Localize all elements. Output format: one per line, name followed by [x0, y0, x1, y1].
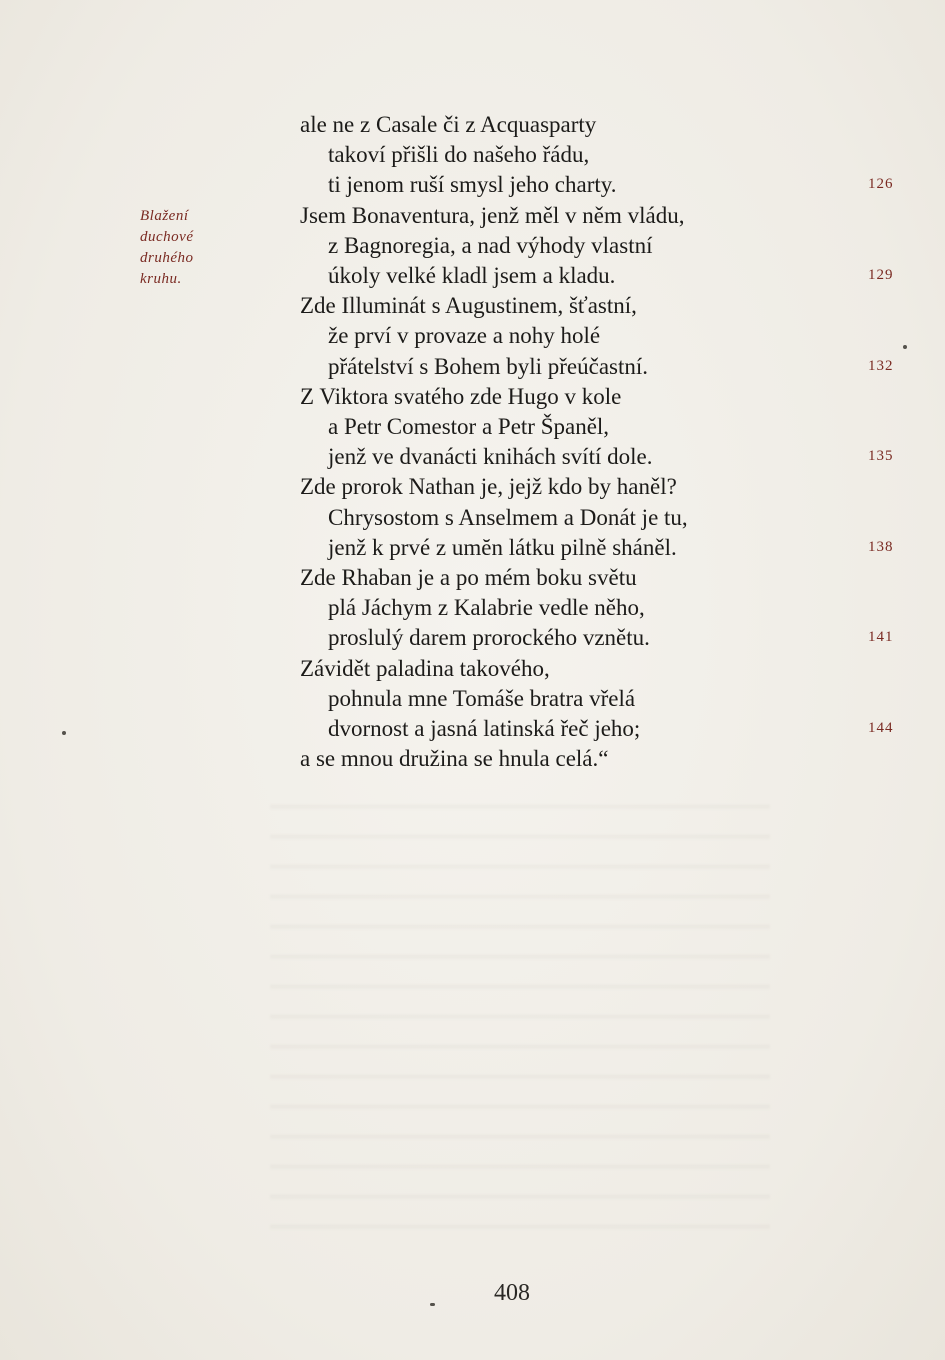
verse-line: pohnula mne Tomáše bratra vřelá	[328, 685, 636, 711]
verse-line: Z Viktora svatého zde Hugo v kole	[300, 383, 622, 409]
verse-line: přátelství s Bohem byli přeúčastní.	[328, 353, 649, 379]
verse-line: Zde Illuminát s Augustinem, šťastní,	[300, 293, 637, 319]
line-number: 132	[868, 357, 894, 374]
marginal-note-line: kruhu.	[140, 271, 182, 287]
verse-line: takoví přišli do našeho řádu,	[328, 142, 590, 168]
verse-line: Zde prorok Nathan je, jejž kdo by haněl?	[300, 474, 677, 500]
verse-line: proslulý darem prorockého vznětu.	[328, 625, 650, 651]
show-through-texture	[270, 790, 770, 1230]
marginal-note-line: duchové	[140, 229, 194, 245]
verse-line: Chrysostom s Anselmem a Donát je tu,	[328, 504, 688, 530]
verse-line: z Bagnoregia, a nad výhody vlastní	[328, 232, 653, 258]
marginal-note-line: Blažení	[140, 208, 189, 224]
verse-line: ale ne z Casale či z Acquasparty	[300, 112, 597, 137]
marginal-note-line: druhého	[140, 250, 194, 266]
verse-line: dvornost a jasná latinská řeč jeho;	[328, 716, 641, 741]
verse-line: plá Jáchym z Kalabrie vedle něho,	[328, 595, 645, 621]
verse-line: Jsem Bonaventura, jenž měl v něm vládu,	[300, 202, 685, 228]
verse-line: úkoly velké kladl jsem a kladu.	[328, 263, 616, 288]
verse-line: Zde Rhaban je a po mém boku světu	[300, 565, 637, 590]
verse-line: a se mnou družina se hnula celá.“	[300, 746, 609, 772]
paper-speck	[62, 731, 66, 735]
paper-speck	[430, 1303, 435, 1306]
verse-line: jenž k prvé z umĕn látku pilně sháněl.	[328, 534, 677, 560]
verse-line: Závidět paladina takového,	[300, 655, 550, 681]
verse-line: a Petr Comestor a Petr Španěl,	[328, 414, 610, 439]
verse-line: že prví v provaze a nohy holé	[328, 323, 601, 349]
paper-speck	[903, 345, 907, 349]
line-number: 144	[868, 720, 894, 736]
line-number: 138	[868, 538, 894, 555]
line-number: 135	[868, 448, 894, 465]
verse-line: jenž ve dvanácti knihách svítí dole.	[328, 444, 653, 470]
page-number: 408	[494, 1280, 530, 1306]
line-number: 126	[868, 176, 894, 193]
line-number: 129	[868, 267, 894, 283]
marginal-note	[140, 206, 230, 290]
line-number: 141	[868, 629, 894, 646]
verse-line: ti jenom ruší smysl jeho charty.	[328, 172, 617, 198]
